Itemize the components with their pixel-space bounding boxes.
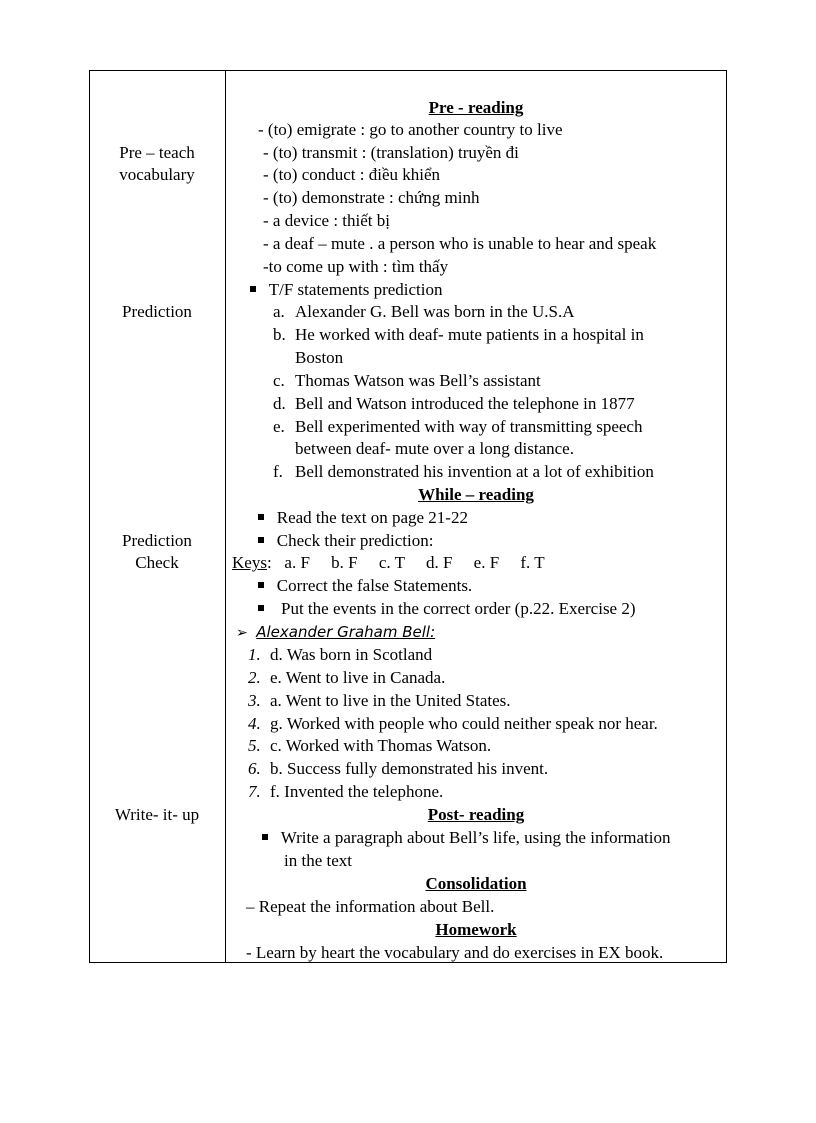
event-item: 3. a. Went to live in the United States. xyxy=(248,691,511,710)
statement-item: d. Bell and Watson introduced the telephone in 1877 xyxy=(273,394,635,413)
homework-text: - Learn by heart the vocabulary and do exercises in EX book. xyxy=(246,943,664,962)
event-item: 5. c. Worked with Thomas Watson. xyxy=(248,736,492,755)
heading-consolidation: Consolidation xyxy=(425,874,527,893)
statement-item: c. Thomas Watson was Bell’s assistant xyxy=(273,371,541,390)
statement-item: Boston xyxy=(295,348,344,367)
heading-while-reading: While – reading xyxy=(418,485,534,504)
agb-title-line: ➢ Alexander Graham Bell: xyxy=(236,623,436,641)
bullet-item: Correct the false Statements. xyxy=(258,575,472,597)
square-bullet-icon xyxy=(262,834,268,840)
label-write-it-up: Write- it- up xyxy=(114,805,200,824)
heading-post-reading: Post- reading xyxy=(427,805,525,824)
bullet-item: Check their prediction: xyxy=(258,530,433,552)
event-item: 4. g. Worked with people who could neither speak nor hear. xyxy=(248,714,658,733)
vocab-item: - (to) conduct : điều khiển xyxy=(263,165,441,184)
keys-label: Keys xyxy=(232,553,267,572)
statement-item: a. Alexander G. Bell was born in the U.S.A xyxy=(273,302,575,321)
label-pre-teach: Pre – teach xyxy=(119,143,195,162)
arrow-bullet-icon: ➢ xyxy=(236,625,248,641)
bullet-continuation: in the text xyxy=(284,851,352,870)
bullet-item: Read the text on page 21-22 xyxy=(258,507,468,529)
heading-pre-reading: Pre - reading xyxy=(428,98,524,117)
heading-homework: Homework xyxy=(435,920,517,939)
keys-answers: : a. F b. F c. T d. F e. F f. T xyxy=(266,553,545,572)
vocab-item: - (to) transmit : (translation) truyền đi xyxy=(263,143,519,162)
column-divider xyxy=(225,71,226,962)
event-item: 6. b. Success fully demonstrated his invent. xyxy=(248,759,549,778)
vocab-item: - a deaf – mute . a person who is unable to hear and speak xyxy=(263,234,657,253)
square-bullet-icon xyxy=(250,286,256,292)
label-prediction: Prediction xyxy=(122,302,192,321)
label-prediction-check: Prediction xyxy=(122,531,192,550)
event-item: 2. e. Went to live in Canada. xyxy=(248,668,446,687)
vocab-item: - a device : thiết bị xyxy=(263,211,390,230)
label-check: Check xyxy=(135,553,179,572)
square-bullet-icon xyxy=(258,537,264,543)
statement-item: between deaf- mute over a long distance. xyxy=(295,439,574,458)
label-vocabulary: vocabulary xyxy=(119,165,195,184)
statement-item: e. Bell experimented with way of transmitting speech xyxy=(273,417,643,436)
vocab-item: - (to) emigrate : go to another country to live xyxy=(258,120,563,139)
square-bullet-icon xyxy=(258,605,264,611)
square-bullet-icon xyxy=(258,582,264,588)
consolidation-text: – Repeat the information about Bell. xyxy=(246,897,495,916)
event-item: 7. f. Invented the telephone. xyxy=(248,782,444,801)
statement-item: f. Bell demonstrated his invention at a lot of exhibition xyxy=(273,462,654,481)
vocab-item: -to come up with : tìm thấy xyxy=(263,257,449,276)
square-bullet-icon xyxy=(258,514,264,520)
statement-item: b. He worked with deaf- mute patients in a hospital in xyxy=(273,325,644,344)
event-item: 1. d. Was born in Scotland xyxy=(248,645,433,664)
lesson-table xyxy=(89,70,727,963)
tf-title: T/F statements prediction xyxy=(250,279,443,301)
vocab-item: - (to) demonstrate : chứng minh xyxy=(263,188,480,207)
bullet-item: Write a paragraph about Bell’s life, using the information xyxy=(262,827,670,849)
bullet-item: Put the events in the correct order (p.22. Exercise 2) xyxy=(258,598,636,620)
keys-line xyxy=(232,552,545,574)
